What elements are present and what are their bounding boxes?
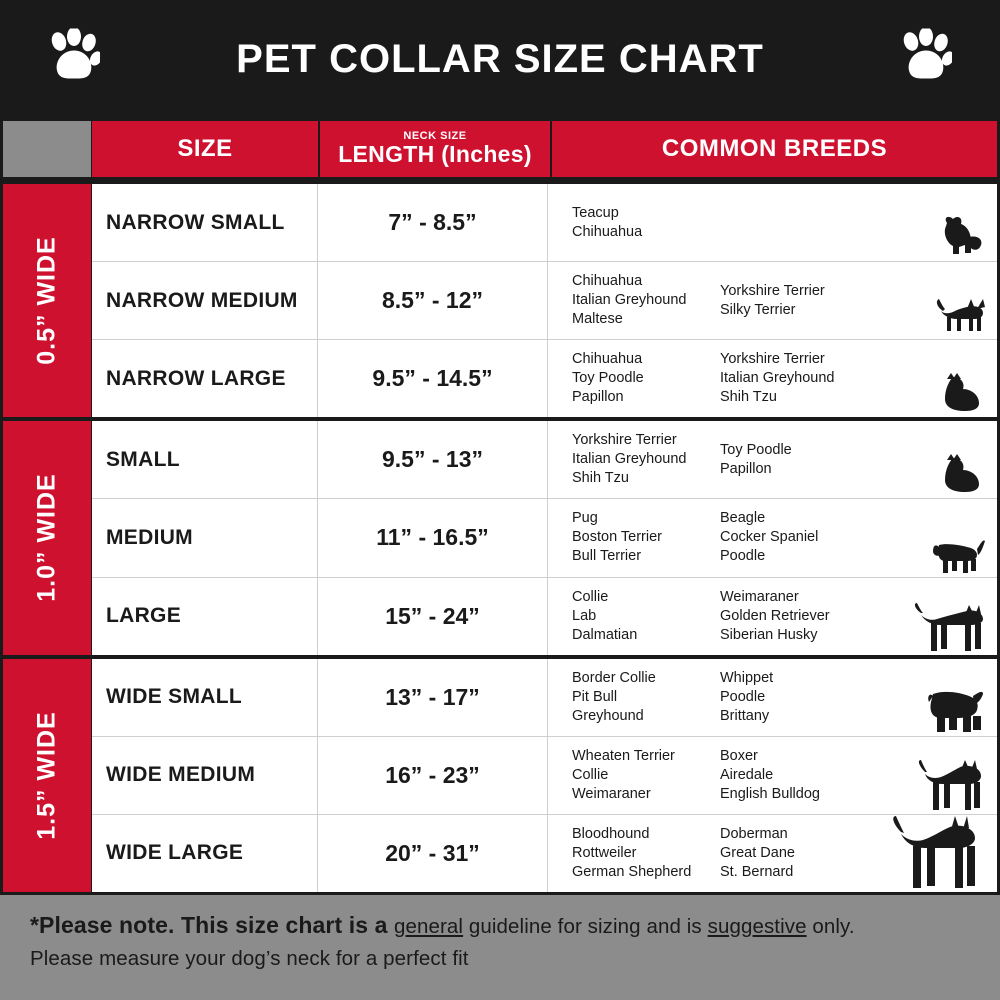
cell-length: 7” - 8.5” xyxy=(318,184,548,261)
breed-item: Italian Greyhound xyxy=(720,370,835,387)
breed-item: Airedale xyxy=(720,766,774,783)
footer-note xyxy=(0,892,1000,1000)
breed-item: Great Dane xyxy=(720,844,795,861)
retriever-silhouette xyxy=(911,599,987,653)
table-row xyxy=(92,815,997,892)
footer-asterisk: *Please note. This size chart is a xyxy=(30,912,394,938)
breed-column-1 xyxy=(572,350,720,407)
breed-item: Collie xyxy=(572,766,609,783)
table-row xyxy=(92,421,997,499)
breed-item: Boxer xyxy=(720,747,758,764)
breed-column-2 xyxy=(720,588,868,645)
breed-item: Papillon xyxy=(720,460,772,477)
breed-column-2 xyxy=(720,669,868,726)
footer-underline-suggestive: suggestive xyxy=(707,915,807,938)
breed-item: Yorkshire Terrier xyxy=(720,351,825,368)
breed-item: Pit Bull xyxy=(572,688,618,705)
cell-breeds xyxy=(548,737,997,814)
header-breeds: COMMON BREEDS xyxy=(552,121,997,177)
breed-item: Rottweiler xyxy=(572,844,637,861)
cell-length: 16” - 23” xyxy=(318,737,548,814)
breed-column-2 xyxy=(720,509,868,566)
table-header-row xyxy=(0,118,1000,180)
footer-post: only. xyxy=(806,915,855,938)
width-group xyxy=(0,655,1000,892)
breed-item: Chihuahua xyxy=(572,351,643,368)
group-label-width xyxy=(3,659,91,892)
footer-mid: guideline for sizing and is xyxy=(463,915,708,938)
width-group xyxy=(0,180,1000,417)
group-rows xyxy=(91,421,1000,654)
group-label-text: 1.5” WIDE xyxy=(32,711,61,840)
yorkie-silhouette xyxy=(933,213,987,259)
pomeranian-silhouette xyxy=(937,448,987,496)
cell-length: 8.5” - 12” xyxy=(318,262,548,339)
breed-column-2 xyxy=(720,204,868,242)
page-title: PET COLLAR SIZE CHART xyxy=(236,36,764,81)
cell-size: NARROW SMALL xyxy=(92,184,318,261)
breed-item: Shih Tzu xyxy=(720,389,777,406)
breed-column-1 xyxy=(572,204,720,242)
breed-item: Lab xyxy=(572,607,597,624)
chihuahua-silhouette xyxy=(931,293,987,337)
breed-item: Siberian Husky xyxy=(720,626,818,643)
breed-item: English Bulldog xyxy=(720,785,820,802)
cell-breeds xyxy=(548,340,997,417)
breed-item: Collie xyxy=(572,588,609,605)
breed-column-1 xyxy=(572,825,720,882)
width-group xyxy=(0,417,1000,654)
size-table xyxy=(0,118,1000,892)
breed-column-2 xyxy=(720,747,868,804)
cell-breeds xyxy=(548,262,997,339)
chart-header xyxy=(0,0,1000,118)
header-length-main: LENGTH (Inches) xyxy=(338,141,532,167)
breed-column-1 xyxy=(572,509,720,566)
breed-item: Papillon xyxy=(572,389,624,406)
breed-item: Toy Poodle xyxy=(720,441,792,458)
group-label-width xyxy=(3,184,91,417)
breed-item: Greyhound xyxy=(572,707,644,724)
cell-length: 11” - 16.5” xyxy=(318,499,548,576)
breed-item: Weimaraner xyxy=(720,588,799,605)
breed-item: Doberman xyxy=(720,825,788,842)
header-spacer-cell xyxy=(3,121,91,177)
group-label-width xyxy=(3,421,91,654)
table-row xyxy=(92,737,997,815)
table-row xyxy=(92,578,997,655)
breed-column-2 xyxy=(720,825,868,882)
footer-line-1 xyxy=(30,909,970,943)
bulldog-silhouette xyxy=(917,682,987,734)
breed-item: Border Collie xyxy=(572,669,656,686)
breed-column-1 xyxy=(572,669,720,726)
cell-size: WIDE MEDIUM xyxy=(92,737,318,814)
pomeranian-silhouette xyxy=(937,367,987,415)
table-row xyxy=(92,262,997,340)
cell-size: WIDE LARGE xyxy=(92,815,318,892)
breed-item: German Shepherd xyxy=(572,863,692,880)
cell-length: 9.5” - 13” xyxy=(318,421,548,498)
cell-size: NARROW LARGE xyxy=(92,340,318,417)
breed-item: Maltese xyxy=(572,311,623,328)
cell-size: SMALL xyxy=(92,421,318,498)
group-rows xyxy=(91,184,1000,417)
breed-column-1 xyxy=(572,747,720,804)
beagle-silhouette xyxy=(925,533,987,575)
group-label-text: 0.5” WIDE xyxy=(32,236,61,365)
footer-underline-general: general xyxy=(394,915,464,938)
header-length xyxy=(320,121,550,177)
header-length-sub: NECK SIZE xyxy=(403,130,467,142)
breed-item: Golden Retriever xyxy=(720,607,830,624)
breed-item: Silky Terrier xyxy=(720,301,796,318)
cell-breeds xyxy=(548,184,997,261)
breed-column-1 xyxy=(572,431,720,488)
cell-length: 9.5” - 14.5” xyxy=(318,340,548,417)
cell-size: MEDIUM xyxy=(92,499,318,576)
breed-item: Poodle xyxy=(720,688,766,705)
breed-item: Yorkshire Terrier xyxy=(572,432,677,449)
breed-item: Bloodhound xyxy=(572,825,650,842)
table-row xyxy=(92,340,997,417)
breed-item: Shih Tzu xyxy=(572,470,629,487)
cell-size: NARROW MEDIUM xyxy=(92,262,318,339)
cell-size: LARGE xyxy=(92,578,318,655)
paw-print-icon xyxy=(48,29,100,90)
header-size: SIZE xyxy=(92,121,318,177)
breed-item: Whippet xyxy=(720,669,774,686)
breed-item: Toy Poodle xyxy=(572,370,644,387)
breed-item: Yorkshire Terrier xyxy=(720,282,825,299)
table-row xyxy=(92,184,997,262)
table-row xyxy=(92,499,997,577)
breed-item: Weimaraner xyxy=(572,785,651,802)
doberman-silhouette xyxy=(891,814,987,890)
table-row xyxy=(92,659,997,737)
breed-column-1 xyxy=(572,272,720,329)
breed-column-2 xyxy=(720,350,868,407)
breed-item: Wheaten Terrier xyxy=(572,747,675,764)
cell-size: WIDE SMALL xyxy=(92,659,318,736)
breed-item: Beagle xyxy=(720,510,766,527)
cell-breeds xyxy=(548,499,997,576)
cell-length: 20” - 31” xyxy=(318,815,548,892)
breed-item: Italian Greyhound xyxy=(572,451,687,468)
cell-breeds xyxy=(548,815,997,892)
boxer-silhouette xyxy=(913,756,987,812)
breed-column-1 xyxy=(572,588,720,645)
cell-breeds xyxy=(548,578,997,655)
breed-item: Dalmatian xyxy=(572,626,638,643)
group-rows xyxy=(91,659,1000,892)
breed-item: Chihuahua xyxy=(572,223,643,240)
breed-column-2 xyxy=(720,431,868,488)
breed-item: Poodle xyxy=(720,548,766,565)
cell-length: 13” - 17” xyxy=(318,659,548,736)
breed-item: Brittany xyxy=(720,707,770,724)
breed-item: Italian Greyhound xyxy=(572,292,687,309)
group-label-text: 1.0” WIDE xyxy=(32,473,61,603)
cell-length: 15” - 24” xyxy=(318,578,548,655)
paw-print-icon xyxy=(900,29,952,90)
breed-item: Pug xyxy=(572,510,598,527)
cell-breeds xyxy=(548,421,997,498)
breed-item: St. Bernard xyxy=(720,863,794,880)
breed-item: Bull Terrier xyxy=(572,548,642,565)
breed-item: Chihuahua xyxy=(572,273,643,290)
cell-breeds xyxy=(548,659,997,736)
breed-item: Teacup xyxy=(572,204,619,221)
breed-item: Boston Terrier xyxy=(572,529,662,546)
breed-column-2 xyxy=(720,272,868,329)
breed-item: Cocker Spaniel xyxy=(720,529,819,546)
footer-line-2: Please measure your dog’s neck for a perfect fit xyxy=(30,947,469,970)
